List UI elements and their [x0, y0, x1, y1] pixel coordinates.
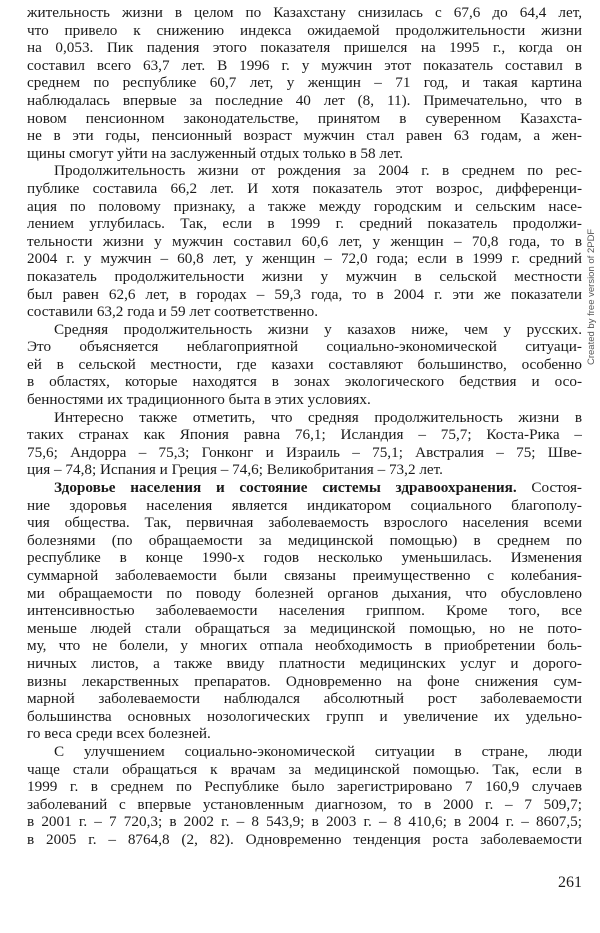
text-line: составил всего 63,7 лет. В 1996 г. у мужчин этот показатель составил в	[27, 56, 582, 74]
text-line: республике в конце 1990-х годов несколько уменьшилась. Изменения	[27, 549, 582, 567]
text-line: бенностями их традиционного быта в этих условиях.	[27, 391, 371, 409]
text-line: в 2005 г. – 8764,8 (2, 82). Одновременно тенденция роста заболеваемости	[27, 830, 582, 848]
text-line: 75,6; Андорра – 75,3; Гонконг и Израиль – 75,1; Австралия – 75; Шве-	[27, 443, 582, 461]
text-line: марной заболеваемости наблюдался абсолютный рост заболеваемости	[27, 690, 582, 708]
text-line: ция – 74,8; Испания и Греция – 74,6; Великобритания – 73,2 лет.	[27, 461, 443, 479]
text-line: му, что не болели, у многих отпала необходимость в приобретении боль-	[27, 637, 582, 655]
paragraph	[27, 409, 582, 479]
section-heading: Здоровье населения и состояние системы здравоохранения.	[54, 479, 517, 497]
text-line: таких странах как Япония равна 76,1; Исландия – 75,7; Коста-Рика –	[27, 426, 582, 444]
text-line: ничных листов, а также ввиду платности медицинских услуг и дорого-	[27, 654, 582, 672]
text-line: среднем по республике 60,7 лет, у женщин – 71 год, и такая картина	[27, 74, 582, 92]
text-line: С улучшением социально-экономической ситуации в стране, люди	[54, 742, 582, 760]
paragraph	[27, 4, 582, 162]
text-line: Продолжительность жизни от рождения за 2004 г. в среднем по рес-	[54, 162, 582, 180]
text-line: не в эти годы, пенсионный возраст мужчин стал равен 63 годам, а жен-	[27, 127, 582, 145]
text-line: наблюдалась впервые за последние 40 лет (8, 11). Примечательно, что в	[27, 91, 582, 109]
text-line: жительность жизни в целом по Казахстану снизилась с 67,6 до 64,4 лет,	[27, 4, 582, 21]
text-line: Средняя продолжительность жизни у казахов ниже, чем у русских.	[54, 320, 582, 338]
section-paragraph	[27, 479, 582, 743]
text-line: большинства основных нозологических групп и увеличение их удельно-	[27, 707, 582, 725]
text-line: Интересно также отметить, что средняя продолжительность жизни в	[54, 408, 582, 426]
text-line: интенсивностью заболеваемости населения гриппом. Кроме того, все	[27, 602, 582, 620]
text-line: что привело к снижению индекса ожидаемой продолжительности жизни	[27, 21, 582, 39]
text-line: на 0,053. Пик падения этого показателя пришелся на 1995 г., когда он	[27, 39, 582, 57]
page-number: 261	[558, 874, 582, 891]
text-line: тельности жизни у мужчин составил 60,6 лет, у женщин – 70,8 года, то в	[27, 232, 582, 250]
text-line: в областях, которые находятся в зонах экологического бедствия и осо-	[27, 373, 582, 391]
text-line: новом пенсионном законодательстве, принятом в суверенном Казахста-	[27, 109, 582, 127]
text-line: ей в сельской местности, где казахи составляют большинство, особенно	[27, 355, 582, 373]
text-line: 2004 г. у мужчин – 60,8 лет, у женщин – 72,0 года; если в 1999 г. средний	[27, 250, 582, 268]
text-line: 1999 г. в среднем по Республике было зарегистрировано 7 160,9 случаев	[27, 778, 582, 796]
text-line: составили 63,2 года и 59 лет соответственно.	[27, 303, 318, 321]
watermark: Created by free version of 2PDF	[586, 228, 597, 365]
paragraph	[27, 162, 582, 320]
text-line: ние здоровья населения является индикатором социального благополу-	[27, 496, 582, 514]
text-line: был равен 62,6 лет, в городах – 59,3 года, то в 2004 г. эти же показатели	[27, 285, 582, 303]
text-line: чия общества. Так, первичная заболеваемость взрослого населения всеми	[27, 514, 582, 532]
text-line: болезнями (по обращаемости за медицинской помощью) в среднем по	[27, 531, 582, 549]
paragraph	[27, 743, 582, 849]
text-line: лением углубилась. Так, если в 1999 г. средний показатель продолжи-	[27, 215, 582, 233]
text-line: го веса среди всех болезней.	[27, 725, 211, 743]
text-line: визны лекарственных препаратов. Одновременно на фоне снижения сум-	[27, 672, 582, 690]
page-body	[27, 4, 582, 849]
text-line: в 2001 г. – 7 720,3; в 2002 г. – 8 543,9; в 2003 г. – 8 410,6; в 2004 г. – 8607,5;	[27, 813, 582, 831]
text-line: щины смогут уйти на заслуженный отдых только в 58 лет.	[27, 144, 404, 162]
text-line: Это объясняется неблагоприятной социально-экономической ситуаци-	[27, 338, 582, 356]
text-line: публике составила 66,2 лет. И хотя показатель этот возрос, дифференци-	[27, 179, 582, 197]
paragraph	[27, 321, 582, 409]
text-line: ми обращаемости по поводу болезней органов дыхания, что обусловлено	[27, 584, 582, 602]
text-line: заболеваний с впервые установленным диагнозом, то в 2000 г. – 7 509,7;	[27, 795, 582, 813]
text-line: показатель продолжительности жизни у мужчин в сельской местности	[27, 267, 582, 285]
text-line	[27, 479, 582, 497]
text-line: суммарной заболеваемости были связаны преимущественно с колебания-	[27, 567, 582, 584]
heading-continuation: Состоя-	[516, 479, 582, 497]
text-line: чаще стали обращаться к врачам за медицинской помощью. Так, если в	[27, 760, 582, 778]
text-line: ация по половому признаку, а также между городским и сельским насе-	[27, 197, 582, 215]
text-line: меньше людей стали обращаться за медицинской помощью, но не пото-	[27, 619, 582, 637]
